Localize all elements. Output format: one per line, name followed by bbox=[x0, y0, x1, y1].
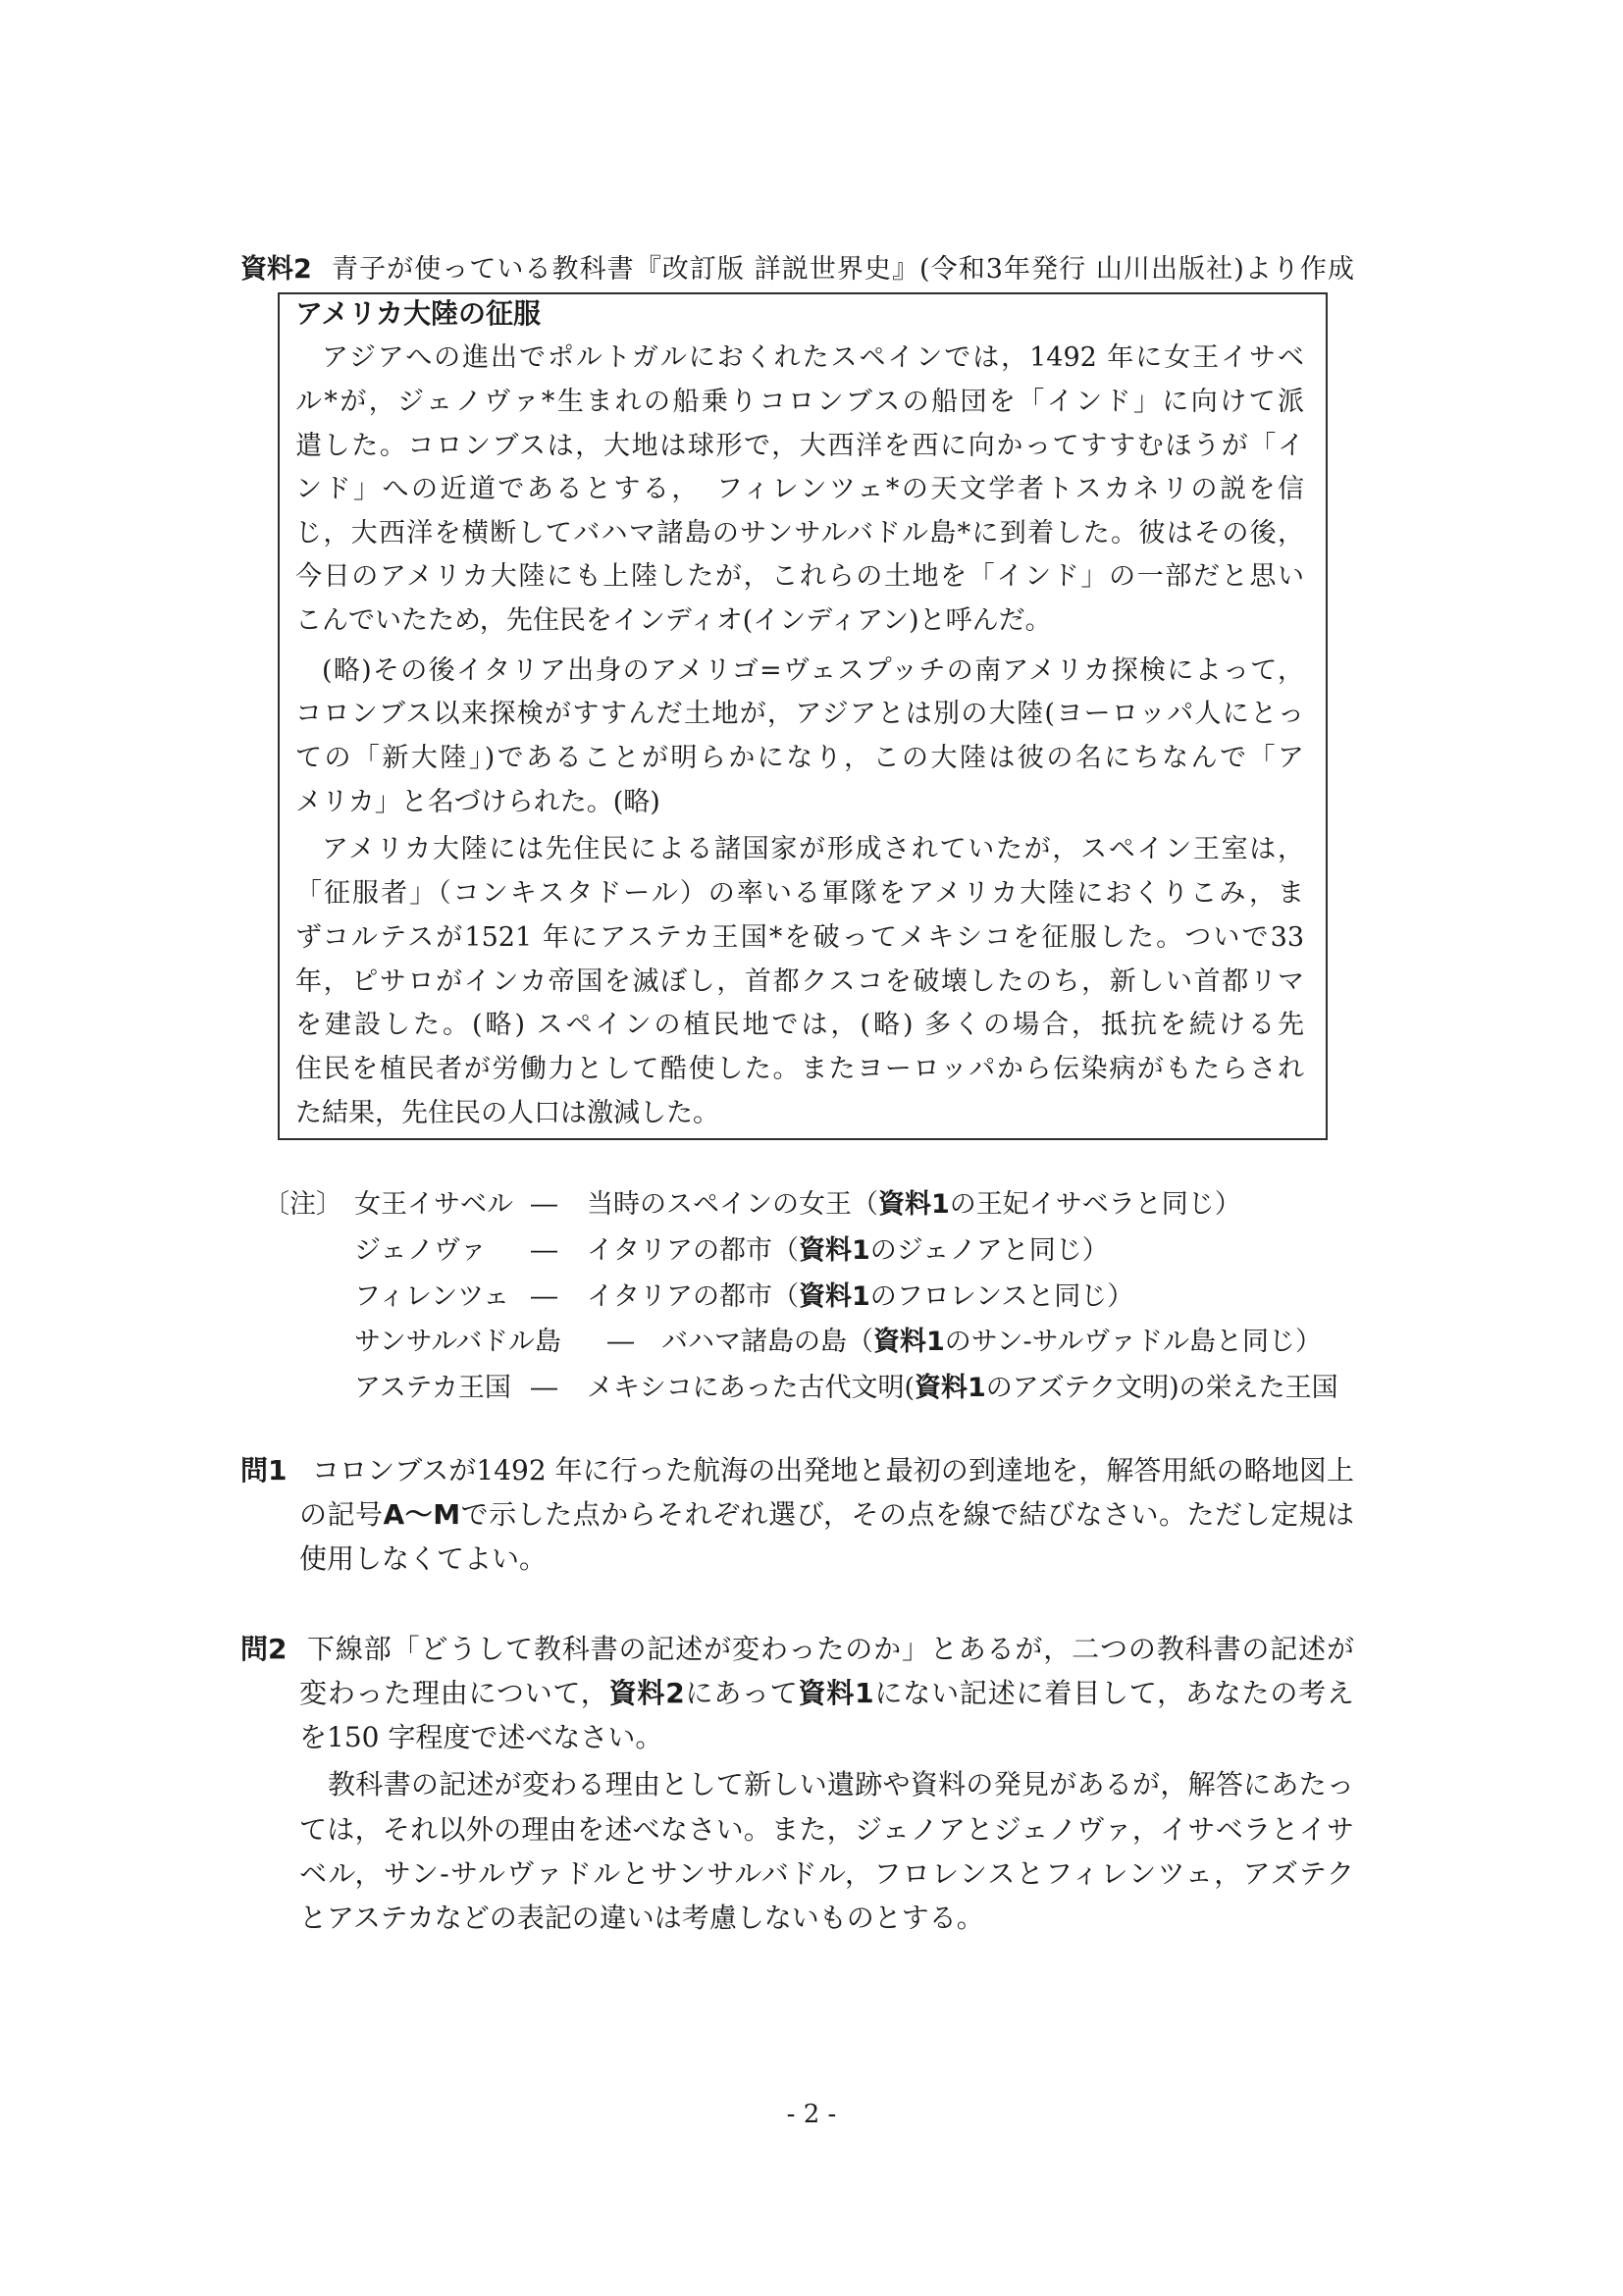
note-term: アステカ王国 bbox=[354, 1373, 511, 1403]
passage-line: メリカ」と名づけられた。(略) bbox=[295, 787, 660, 817]
question-2-note-line: とアステカなどの表記の違いは考慮しないものとする。 bbox=[299, 1902, 984, 1934]
passage-line: (略)その後イタリア出身のアメリゴ=ヴェスプッチの南アメリカ探検によって， bbox=[322, 655, 1304, 686]
notes-label: 〔注〕 bbox=[263, 1189, 342, 1220]
question-2-line: を150 字程度で述べなさい。 bbox=[299, 1721, 663, 1753]
passage-line: ル*が，ジェノヴァ*生まれの船乗りコロンブスの船団を「インド」に向けて派 bbox=[295, 387, 1304, 417]
question-text: にあって bbox=[684, 1677, 799, 1709]
note-desc-text: イタリアの都市（ bbox=[587, 1235, 799, 1266]
note-desc bbox=[587, 1233, 1109, 1269]
passage-line: ずコルテスが1521 年にアステカ王国*を破ってメキシコを征服した。ついで33 bbox=[295, 922, 1304, 953]
source-ref: 資料2 bbox=[608, 1677, 685, 1709]
note-term: フィレンツェ bbox=[354, 1281, 510, 1312]
note-ref: 資料1 bbox=[873, 1327, 945, 1357]
note-ref: 資料1 bbox=[799, 1281, 870, 1312]
question-1-line bbox=[299, 1497, 1354, 1533]
note-row bbox=[0, 1325, 1623, 1360]
source-caption: 青子が使っている教科書『改訂版 詳説世界史』(令和3年発行 山川出版社)より作成 bbox=[332, 254, 1354, 285]
question-1-line: 使用しなくてよい。 bbox=[299, 1542, 548, 1575]
note-ref: 資料1 bbox=[915, 1373, 986, 1403]
note-desc bbox=[587, 1279, 1133, 1315]
passage-line: 遣した。コロンブスは，大地は球形で，大西洋を西に向かってすすむほうが「イ bbox=[295, 431, 1304, 461]
note-desc-text: バハマ諸島の島（ bbox=[661, 1327, 873, 1357]
passage-line: 年，ピサロがインカ帝国を滅ぼし，首都クスコを破壊したのち，新しい首都リマ bbox=[295, 966, 1304, 997]
note-term: サンサルバドル島 bbox=[354, 1327, 561, 1357]
note-desc-text: メキシコにあった古代文明( bbox=[587, 1373, 915, 1403]
passage-line: コロンブス以来探検がすすんだ土地が，アジアとは別の大陸(ヨーロッパ人にとっ bbox=[295, 699, 1304, 729]
note-dash: ― bbox=[531, 1189, 557, 1220]
note-row bbox=[0, 1233, 1623, 1269]
question-2-note-line: 教科書の記述が変わる理由として新しい遺跡や資料の発見があるが，解答にあたっ bbox=[328, 1768, 1354, 1800]
note-dash: ― bbox=[531, 1281, 557, 1312]
note-desc-text: イタリアの都市（ bbox=[587, 1281, 799, 1312]
passage-line: アメリカ大陸には先住民による諸国家が形成されていたが，スペイン王室は， bbox=[322, 834, 1304, 864]
passage-line: じ，大西洋を横断してバハマ諸島のサンサルバドル島*に到着した。彼はその後， bbox=[295, 518, 1304, 548]
note-desc-text: のサン-サルヴァドル島と同じ） bbox=[944, 1327, 1322, 1357]
note-ref: 資料1 bbox=[799, 1235, 870, 1266]
question-2-line bbox=[299, 1676, 1354, 1711]
question-2-line: 下線部「どうして教科書の記述が変わったのか」とあるが，二つの教科書の記述が bbox=[307, 1633, 1354, 1665]
passage-line: ンド」への近道であるとする， フィレンツェ*の天文学者トスカネリの説を信 bbox=[295, 474, 1304, 504]
note-desc-text: のジェノアと同じ） bbox=[869, 1235, 1109, 1266]
note-desc bbox=[661, 1325, 1322, 1360]
passage-line: た結果，先住民の人口は激減した。 bbox=[295, 1098, 719, 1128]
passage-line: 「征服者」（コンキスタドール）の率いる軍隊をアメリカ大陸におくりこみ，ま bbox=[295, 878, 1304, 909]
note-dash: ― bbox=[531, 1235, 557, 1266]
question-2-note-line: ては，それ以外の理由を述べなさい。また，ジェノアとジェノヴァ，イサベラとイサ bbox=[299, 1813, 1354, 1846]
passage-line: 今日のアメリカ大陸にも上陸したが，これらの土地を「インド」の一部だと思い bbox=[295, 561, 1304, 592]
source-ref: 資料1 bbox=[798, 1677, 874, 1709]
passage-line: を建設した。(略) スペインの植民地では，(略) 多くの場合，抵抗を続ける先 bbox=[295, 1010, 1304, 1040]
question-2-note-line: ベル，サン-サルヴァドルとサンサルバドル，フロレンスとフィレンツェ，アズテク bbox=[299, 1857, 1354, 1890]
note-desc-text: のフロレンスと同じ） bbox=[869, 1281, 1134, 1312]
question-text: 変わった理由について， bbox=[299, 1677, 609, 1709]
passage-line: 住民を植民者が労働力として酷使した。またヨーロッパから伝染病がもたらされ bbox=[295, 1054, 1304, 1084]
note-dash: ― bbox=[607, 1327, 634, 1357]
question-text: にない記述に着目して，あなたの考え bbox=[873, 1677, 1354, 1709]
note-row bbox=[0, 1187, 1623, 1223]
note-term: 女王イサベル bbox=[354, 1189, 513, 1220]
source-label: 資料2 bbox=[240, 254, 312, 285]
map-point-range: A～M bbox=[383, 1498, 461, 1531]
note-dash: ― bbox=[531, 1373, 557, 1403]
question-text: で示した点からそれぞれ選び，その点を線で結びなさい。ただし定規は bbox=[460, 1498, 1354, 1531]
question-text: の記号 bbox=[299, 1498, 384, 1531]
passage-line: アジアへの進出でポルトガルにおくれたスペインでは，1492 年に女王イサベ bbox=[322, 342, 1304, 373]
note-row bbox=[0, 1279, 1623, 1315]
note-ref: 資料1 bbox=[878, 1189, 950, 1220]
note-desc-text: のアズテク文明)の栄えた王国 bbox=[985, 1373, 1338, 1403]
page-number: - 2 - bbox=[786, 2100, 837, 2129]
passage-line: ての「新大陸」)であることが明らかになり，この大陸は彼の名にちなんで「ア bbox=[295, 743, 1304, 773]
note-row bbox=[0, 1371, 1623, 1406]
passage-line: こんでいたため，先住民をインディオ(インディアン)と呼んだ。 bbox=[295, 605, 1052, 636]
question-2-label: 問2 bbox=[240, 1633, 288, 1665]
question-1-line: コロンブスが1492 年に行った航海の出発地と最初の到達地を，解答用紙の略地図上 bbox=[312, 1454, 1354, 1487]
note-desc bbox=[587, 1187, 1241, 1223]
passage-title: アメリカ大陸の征服 bbox=[295, 297, 542, 330]
question-1-label: 問1 bbox=[240, 1454, 288, 1487]
note-desc-text: の王妃イサベラと同じ） bbox=[949, 1189, 1241, 1220]
note-term: ジェノヴァ bbox=[354, 1235, 487, 1266]
note-desc-text: 当時のスペインの女王（ bbox=[587, 1189, 878, 1220]
note-desc bbox=[587, 1371, 1338, 1406]
